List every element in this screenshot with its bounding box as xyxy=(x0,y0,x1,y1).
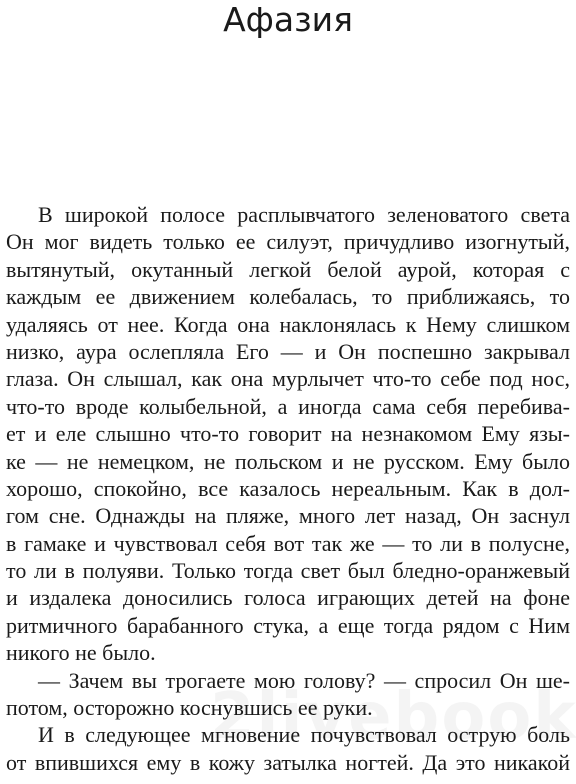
text-line: ке — не немецком, не польском и не русском. Ему было xyxy=(6,448,570,474)
text-line: В широкой полосе расплывчатого зеленоватого света xyxy=(38,202,570,227)
text-line: от впившихся ему в кожу затылка ногтей. Да это никакой xyxy=(6,749,570,775)
text-line: гом сне. Однажды на пляже, много лет назад, Он заснул xyxy=(6,503,570,529)
text-line: вытянутый, окутанный легкой белой аурой, которая с xyxy=(6,256,570,282)
text-line: Он мог видеть только ее силуэт, причудливо изогнутый, xyxy=(6,229,570,255)
text-line: в гамаке и чувствовал себя вот так же — то ли в полусне, xyxy=(6,530,570,556)
text-line: никого не было. xyxy=(6,640,156,666)
text-line: что-то вроде колыбельной, а иногда сама себя перебива- xyxy=(6,393,570,419)
chapter-body-text xyxy=(6,201,570,776)
text-line: удаляясь от нее. Когда она наклонялась к Нему слишком xyxy=(6,311,570,337)
text-line: ет и еле слышно что-то говорит на незнакомом Ему язы- xyxy=(6,421,570,447)
text-line: и издалека доносились голоса играющих детей на фоне xyxy=(6,585,570,611)
text-line: И в следующее мгновение почувствовал острую боль xyxy=(38,722,570,748)
text-line: глаза. Он слышал, как она мурлычет что-то себе под нос, xyxy=(6,366,570,392)
chapter-title: Афазия xyxy=(223,0,353,39)
text-line: хорошо, спокойно, все казалось нереальным. Как в дол- xyxy=(6,475,570,501)
text-line: — Зачем вы трогаете мою голову? — спросил Он ше- xyxy=(38,667,570,693)
text-line: то ли в полуяви. Только тогда свет был бледно-оранжевый xyxy=(6,558,570,584)
text-line: ритмичного барабанного стука, а еще тогда рядом с Ним xyxy=(6,612,570,638)
text-line: потом, осторожно коснувшись ее руки. xyxy=(6,695,373,721)
text-line: низко, аура ослепляла Его — и Он поспешно закрывал xyxy=(6,338,570,364)
text-line: каждым ее движением колебалась, то приближаясь, то xyxy=(6,284,570,310)
